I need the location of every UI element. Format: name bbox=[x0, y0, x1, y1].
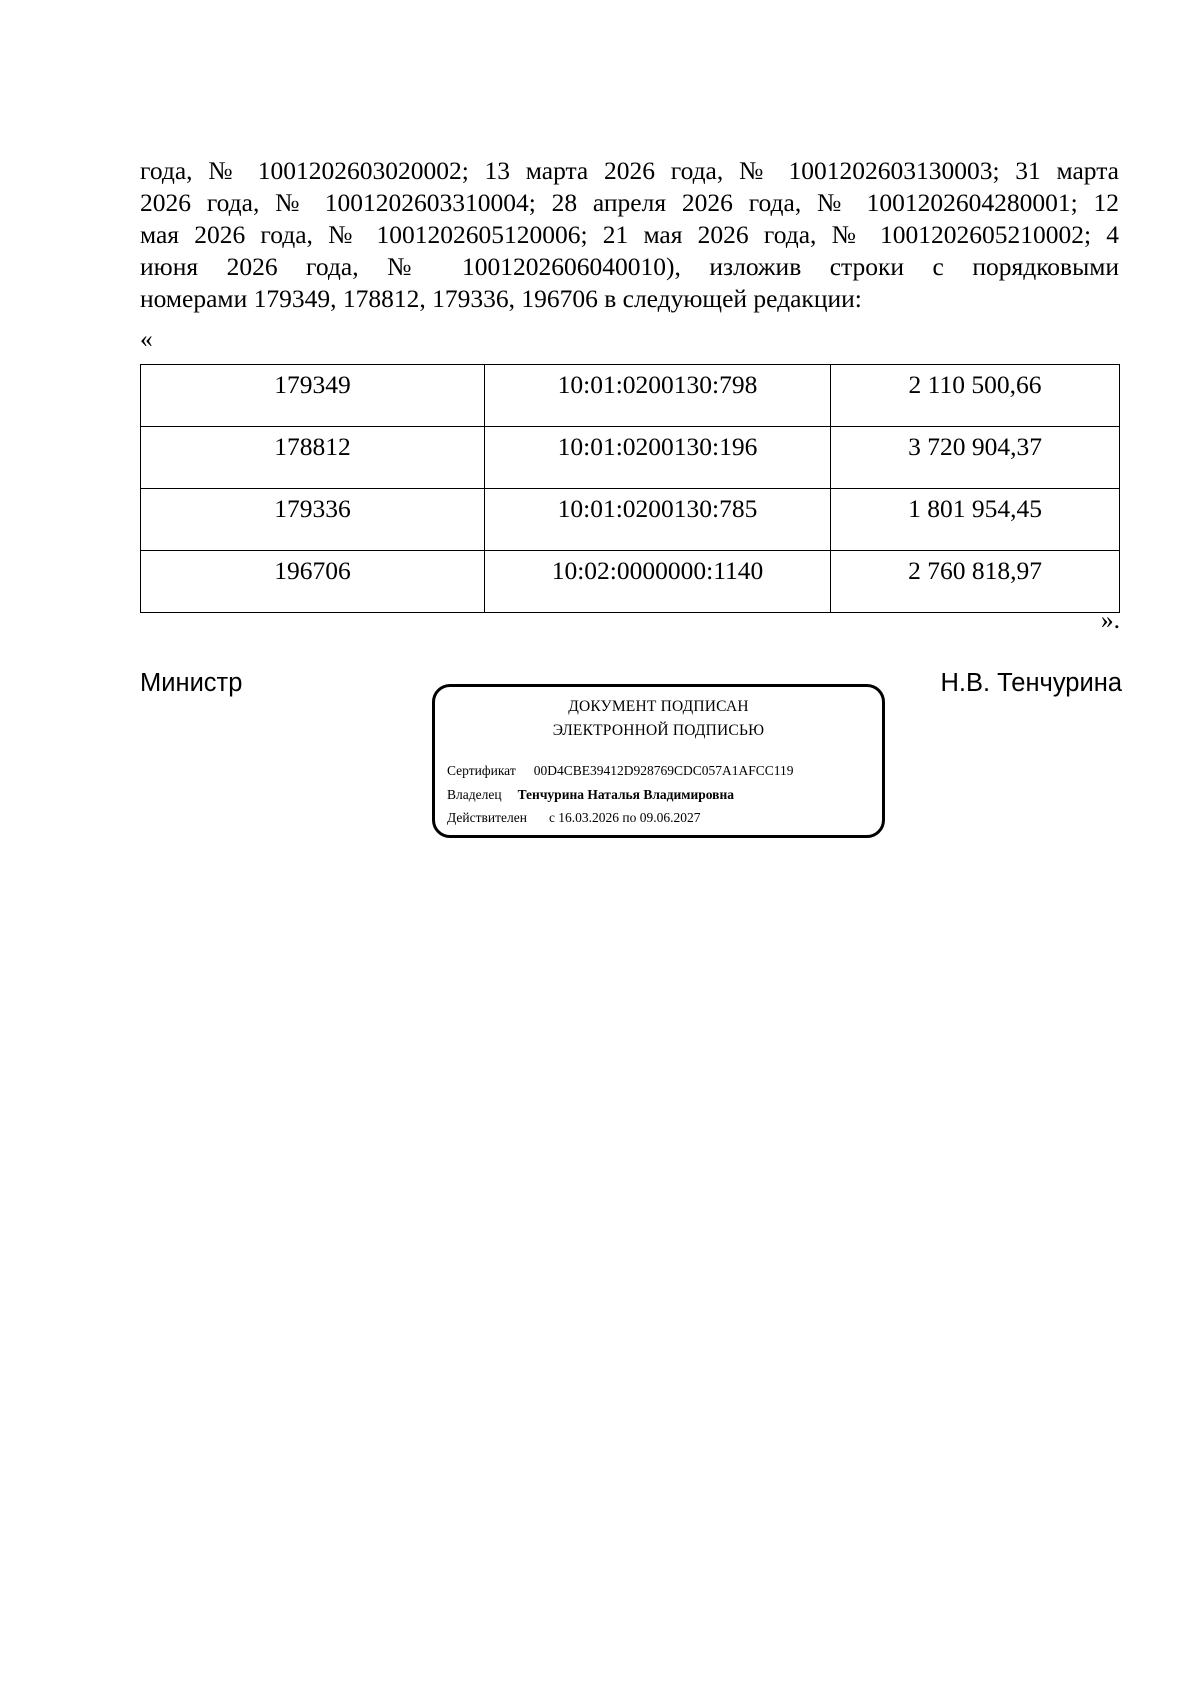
body-paragraph bbox=[140, 155, 1119, 315]
paragraph-line: 2026 года, № 1001202603310004; 28 апреля 2026 года, № 1001202604280001; 12 bbox=[140, 188, 1119, 217]
stamp-certificate-value: 00D4CBE39412D928769CDC057A1AFCC119 bbox=[533, 763, 794, 778]
table-row bbox=[141, 551, 1120, 613]
stamp-certificate-label: Сертификат bbox=[447, 763, 516, 778]
table-cell-value: 1 801 954,45 bbox=[831, 489, 1120, 551]
table-row bbox=[141, 489, 1120, 551]
paragraph-line: года, № 1001202603020002; 13 марта 2026 года, № 1001202603130003; 31 марта bbox=[140, 156, 1119, 185]
stamp-owner-row bbox=[447, 786, 734, 804]
table-cell-number: 196706 bbox=[141, 551, 485, 613]
electronic-signature-stamp bbox=[432, 684, 885, 838]
signer-position: Министр bbox=[140, 669, 243, 697]
stamp-heading: ЭЛЕКТРОННОЙ ПОДПИСЬЮ bbox=[552, 722, 765, 739]
table-cell-value: 2 110 500,66 bbox=[831, 365, 1120, 427]
stamp-certificate-row bbox=[447, 762, 794, 780]
stamp-heading: ДОКУМЕНТ ПОДПИСАН bbox=[568, 698, 749, 715]
paragraph-line: июня 2026 года, № 1001202606040010), изложив строки с порядковыми bbox=[140, 252, 1119, 281]
paragraph-line: мая 2026 года, № 1001202605120006; 21 мая 2026 года, № 1001202605210002; 4 bbox=[140, 220, 1119, 249]
table-cell-number: 178812 bbox=[141, 427, 485, 489]
opening-quote: « bbox=[140, 324, 153, 353]
paragraph-line: номерами 179349, 178812, 179336, 196706 в следующей редакции: bbox=[140, 284, 862, 313]
signer-name: Н.В. Тенчурина bbox=[940, 669, 1122, 697]
stamp-owner-label: Владелец bbox=[447, 787, 502, 802]
stamp-validity-value: с 16.03.2026 по 09.06.2027 bbox=[548, 810, 701, 825]
stamp-validity-row bbox=[447, 809, 701, 827]
table-cell-value: 3 720 904,37 bbox=[831, 427, 1120, 489]
table-cell-cadastral: 10:01:0200130:798 bbox=[485, 365, 831, 427]
table-row bbox=[141, 427, 1120, 489]
table-cell-cadastral: 10:02:0000000:1140 bbox=[485, 551, 831, 613]
table-cell-number: 179336 bbox=[141, 489, 485, 551]
table-cell-number: 179349 bbox=[141, 365, 485, 427]
stamp-owner-value: Тенчурина Наталья Владимировна bbox=[517, 787, 734, 802]
stamp-validity-label: Действителен bbox=[447, 810, 527, 825]
edited-rows-table bbox=[140, 364, 1120, 613]
table-cell-value: 2 760 818,97 bbox=[831, 551, 1120, 613]
table-cell-cadastral: 10:01:0200130:196 bbox=[485, 427, 831, 489]
closing-quote: ». bbox=[1100, 605, 1120, 634]
table-row bbox=[141, 365, 1120, 427]
table-cell-cadastral: 10:01:0200130:785 bbox=[485, 489, 831, 551]
